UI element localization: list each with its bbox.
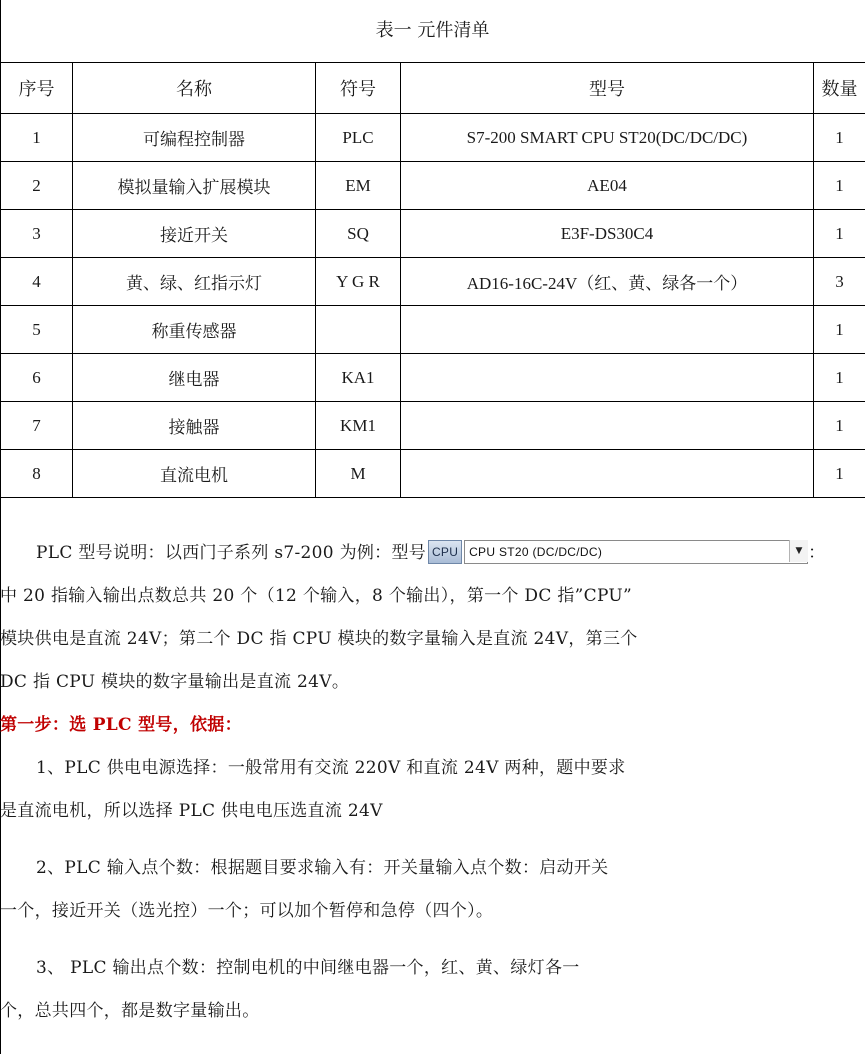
header-cell: 型号 — [401, 63, 814, 114]
cell-index: 8 — [1, 450, 73, 498]
cell-symbol: EM — [316, 162, 401, 210]
table-header-row — [1, 63, 865, 114]
cell-symbol: M — [316, 450, 401, 498]
cell-symbol: SQ — [316, 210, 401, 258]
cell-quantity: 1 — [814, 162, 865, 210]
cell-model: E3F-DS30C4 — [401, 210, 814, 258]
cell-index: 1 — [1, 114, 73, 162]
cell-name: 直流电机 — [73, 450, 316, 498]
cell-symbol: KA1 — [316, 354, 401, 402]
item-1-line-1: 1、PLC 供电电源选择：一般常用有交流 220V 和直流 24V 两种，题中要求 — [36, 758, 626, 778]
cell-quantity: 1 — [814, 402, 865, 450]
plc-model-description-line-1 — [0, 532, 865, 575]
plc-model-description-line-4: DC 指 CPU 模块的数字量输出是直流 24V。 — [0, 672, 350, 692]
cell-model — [401, 450, 814, 498]
cell-index: 4 — [1, 258, 73, 306]
cell-quantity: 1 — [814, 450, 865, 498]
cell-model: S7-200 SMART CPU ST20(DC/DC/DC) — [401, 114, 814, 162]
cell-name: 称重传感器 — [73, 306, 316, 354]
table-row — [1, 258, 865, 306]
item-2-line-2: 一个，接近开关（选光控）一个；可以加个暂停和急停（四个）。 — [0, 901, 494, 921]
cell-quantity: 1 — [814, 354, 865, 402]
cell-name: 继电器 — [73, 354, 316, 402]
cell-symbol: PLC — [316, 114, 401, 162]
cell-index: 7 — [1, 402, 73, 450]
table-row — [1, 306, 865, 354]
cell-symbol: KM1 — [316, 402, 401, 450]
cell-symbol — [316, 306, 401, 354]
cell-quantity: 1 — [814, 210, 865, 258]
step-one-heading: 第一步：选 PLC 型号，依据： — [0, 715, 242, 735]
parts-list-table — [0, 62, 865, 498]
cell-model — [401, 354, 814, 402]
item-3-line-2: 个，总共四个，都是数字量输出。 — [0, 1001, 260, 1021]
header-cell: 名称 — [73, 63, 316, 114]
cell-name: 黄、绿、红指示灯 — [73, 258, 316, 306]
cell-name: 接触器 — [73, 402, 316, 450]
cell-quantity: 3 — [814, 258, 865, 306]
paragraph-text: PLC 型号说明：以西门子系列 s7-200 为例：型号 — [36, 543, 427, 563]
cell-model: AE04 — [401, 162, 814, 210]
cell-index: 6 — [1, 354, 73, 402]
cpu-model-dropdown[interactable] — [428, 540, 808, 564]
cpu-tag-label: CPU — [428, 540, 462, 564]
cell-name: 模拟量输入扩展模块 — [73, 162, 316, 210]
cell-model: AD16-16C-24V（红、黄、绿各一个） — [401, 258, 814, 306]
header-cell: 符号 — [316, 63, 401, 114]
cell-name: 接近开关 — [73, 210, 316, 258]
header-cell: 序号 — [1, 63, 73, 114]
cell-symbol: Y G R — [316, 258, 401, 306]
cell-name: 可编程控制器 — [73, 114, 316, 162]
header-cell: 数量 — [814, 63, 865, 114]
cpu-model-select-value[interactable]: CPU ST20 (DC/DC/DC) — [464, 540, 808, 564]
cell-index: 2 — [1, 162, 73, 210]
item-1-line-2: 是直流电机，所以选择 PLC 供电电压选直流 24V — [0, 801, 383, 821]
table-row — [1, 114, 865, 162]
plc-model-description-line-3: 模块供电是直流 24V；第二个 DC 指 CPU 模块的数字量输入是直流 24V，第三个 — [0, 629, 638, 649]
item-2-line-1: 2、PLC 输入点个数：根据题目要求输入有：开关量输入点个数：启动开关 — [36, 858, 609, 878]
item-3-line-1: 3、 PLC 输出点个数：控制电机的中间继电器一个，红、黄、绿灯各一 — [36, 958, 580, 978]
table-row — [1, 354, 865, 402]
chevron-down-icon[interactable]: ▼ — [789, 540, 808, 562]
cell-quantity: 1 — [814, 306, 865, 354]
table-row — [1, 162, 865, 210]
paragraph-text: ： — [808, 543, 826, 563]
cell-model — [401, 306, 814, 354]
plc-model-description-line-2: 中 20 指输入输出点数总共 20 个（12 个输入，8 个输出），第一个 DC 指”CPU” — [0, 586, 633, 606]
table-row — [1, 450, 865, 498]
cell-model — [401, 402, 814, 450]
cell-index: 3 — [1, 210, 73, 258]
cell-index: 5 — [1, 306, 73, 354]
table-caption: 表一 元件清单 — [375, 20, 490, 41]
table-row — [1, 402, 865, 450]
table-row — [1, 210, 865, 258]
cell-quantity: 1 — [814, 114, 865, 162]
